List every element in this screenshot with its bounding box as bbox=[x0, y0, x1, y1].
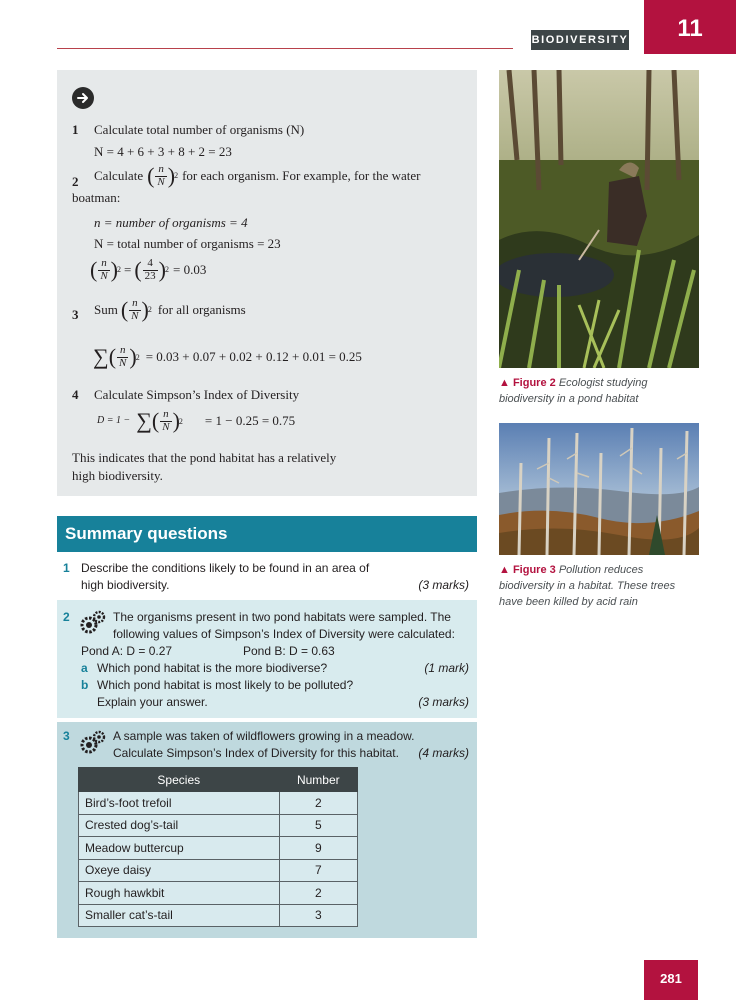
figure-label: Figure 3 bbox=[512, 564, 556, 576]
question-number: 1 bbox=[63, 561, 70, 575]
question-text: Calculate Simpson’s Index of Diversity for this habitat. bbox=[113, 746, 399, 760]
numerator: 4 bbox=[143, 258, 158, 271]
question-marks: (3 marks) bbox=[418, 578, 469, 592]
step-number: 3 bbox=[72, 307, 79, 322]
paren: ) bbox=[158, 257, 166, 283]
step-text: for each organism. For example, for the water bbox=[182, 167, 421, 183]
arrow-right-icon bbox=[72, 87, 94, 109]
numerator: n bbox=[155, 164, 166, 177]
step-text: Sum bbox=[94, 301, 118, 317]
gear-icon bbox=[79, 730, 107, 756]
sigma-symbol: ∑ bbox=[93, 344, 109, 369]
step-text: boatman: bbox=[72, 190, 121, 205]
exponent: 2 bbox=[178, 416, 183, 426]
step-number: 2 bbox=[72, 174, 79, 189]
caption-text: have been killed by acid rain bbox=[499, 596, 638, 608]
table-header-row bbox=[79, 768, 358, 792]
question-text: high biodiversity. bbox=[81, 578, 170, 592]
question-1 bbox=[57, 554, 477, 598]
step-equation: = 0.03 + 0.07 + 0.02 + 0.12 + 0.01 = 0.25 bbox=[145, 349, 362, 365]
pond-a-value: Pond A: D = 0.27 bbox=[81, 644, 173, 658]
species-cell: Meadow buttercup bbox=[79, 837, 280, 860]
page-number: 281 bbox=[644, 960, 698, 1000]
column-header: Species bbox=[79, 768, 280, 792]
caption-text: biodiversity in a pond habitat bbox=[499, 393, 639, 405]
paren: ( bbox=[134, 257, 142, 283]
question-marks: (1 mark) bbox=[424, 661, 469, 675]
numerator: n bbox=[129, 298, 140, 311]
question-2 bbox=[57, 600, 477, 718]
gear-icon bbox=[79, 610, 107, 636]
denominator: N bbox=[119, 356, 127, 369]
step-text: Calculate Simpson’s Index of Diversity bbox=[94, 387, 300, 402]
fraction bbox=[160, 409, 171, 433]
fraction bbox=[155, 164, 166, 188]
number-cell: 3 bbox=[279, 904, 357, 927]
denominator: N bbox=[157, 175, 165, 188]
species-cell: Oxeye daisy bbox=[79, 859, 280, 882]
species-cell: Crested dog’s-tail bbox=[79, 814, 280, 837]
definition-N: N = total number of organisms = 23 bbox=[94, 236, 281, 251]
table-row bbox=[79, 837, 358, 860]
number-cell: 2 bbox=[279, 792, 357, 815]
step-text: for all organisms bbox=[157, 301, 246, 317]
question-marks: (3 marks) bbox=[418, 695, 469, 709]
number-cell: 9 bbox=[279, 837, 357, 860]
figure-label: Figure 2 bbox=[512, 377, 556, 389]
exponent: 2 bbox=[174, 171, 179, 181]
sigma-symbol: ∑ bbox=[136, 408, 152, 433]
numerator: n bbox=[160, 409, 171, 422]
exponent: 2 bbox=[135, 352, 140, 362]
question-text: Which pond habitat is the more biodiverse? bbox=[97, 661, 328, 675]
question-text: Explain your answer. bbox=[97, 695, 208, 709]
caption-text: biodiversity in a habitat. These trees bbox=[499, 580, 676, 592]
fraction bbox=[129, 298, 140, 322]
exponent: 2 bbox=[117, 265, 121, 275]
result: = 0.03 bbox=[173, 261, 207, 277]
table-row bbox=[79, 859, 358, 882]
species-cell: Rough hawkbit bbox=[79, 882, 280, 905]
fraction bbox=[143, 258, 158, 282]
step-line bbox=[94, 164, 420, 188]
paren: ) bbox=[129, 344, 137, 370]
paren: ( bbox=[120, 297, 129, 323]
figure-3-photo bbox=[499, 423, 699, 555]
step-text: Calculate total number of organisms (N) bbox=[94, 122, 305, 137]
species-cell: Smaller cat’s-tail bbox=[79, 904, 280, 927]
paren: ( bbox=[151, 408, 160, 434]
part-label: b bbox=[81, 678, 89, 692]
number-cell: 7 bbox=[279, 859, 357, 882]
number-cell: 2 bbox=[279, 882, 357, 905]
part-label: a bbox=[81, 661, 88, 675]
question-number: 2 bbox=[63, 610, 70, 624]
species-table bbox=[78, 767, 358, 927]
step-number: 4 bbox=[72, 387, 79, 402]
denominator: N bbox=[100, 269, 108, 282]
question-text: following values of Simpson’s Index of Diversity were calculated: bbox=[113, 627, 455, 641]
exponent: 2 bbox=[147, 305, 152, 315]
definition-n: n = number of organisms = 4 bbox=[94, 215, 248, 230]
conclusion-text: high biodiversity. bbox=[72, 468, 163, 483]
equals: = bbox=[124, 261, 132, 277]
figure-2-caption bbox=[499, 375, 647, 407]
numerator: n bbox=[117, 345, 128, 358]
equation-line bbox=[97, 406, 295, 437]
caption-text: Pollution reduces bbox=[558, 564, 644, 576]
section-title: BIODIVERSITY bbox=[531, 30, 629, 50]
denominator: 23 bbox=[144, 269, 156, 282]
table-row bbox=[79, 792, 358, 815]
equation-line bbox=[90, 258, 206, 282]
question-text: Describe the conditions likely to be found in an area of bbox=[81, 561, 370, 575]
paren: ) bbox=[172, 408, 180, 434]
figure-3-caption bbox=[499, 562, 675, 610]
step-number: 1 bbox=[72, 122, 79, 137]
paren: ) bbox=[110, 257, 118, 283]
conclusion-text: This indicates that the pond habitat has a relatively bbox=[72, 450, 337, 465]
table-row bbox=[79, 904, 358, 927]
header-rule bbox=[57, 48, 513, 49]
question-text: A sample was taken of wildflowers growing in a meadow. bbox=[113, 729, 415, 743]
equation-lhs: D = 1 − bbox=[97, 415, 131, 427]
number-cell: 5 bbox=[279, 814, 357, 837]
denominator: N bbox=[162, 420, 170, 433]
paren: ( bbox=[147, 163, 155, 189]
denominator: N bbox=[131, 309, 139, 322]
question-number: 3 bbox=[63, 729, 70, 743]
exponent: 2 bbox=[165, 265, 169, 275]
fraction bbox=[98, 258, 109, 282]
chapter-number: 11 bbox=[644, 0, 736, 54]
caption-text: Ecologist studying bbox=[558, 377, 648, 389]
triangle-icon: ▲ bbox=[499, 564, 510, 576]
figure-2-photo bbox=[499, 70, 699, 368]
fraction bbox=[117, 345, 128, 369]
summary-title: Summary questions bbox=[57, 516, 477, 552]
table-row bbox=[79, 814, 358, 837]
paren: ) bbox=[167, 163, 176, 189]
pond-b-value: Pond B: D = 0.63 bbox=[243, 644, 335, 658]
numerator: n bbox=[98, 258, 109, 271]
question-marks: (4 marks) bbox=[418, 746, 469, 760]
triangle-icon: ▲ bbox=[499, 377, 510, 389]
table-row bbox=[79, 882, 358, 905]
paren: ( bbox=[90, 257, 98, 283]
equation-line bbox=[93, 342, 362, 373]
question-text: Which pond habitat is most likely to be polluted? bbox=[97, 678, 354, 692]
column-header: Number bbox=[279, 768, 357, 792]
step-line bbox=[94, 298, 246, 322]
worked-example-box bbox=[57, 70, 477, 496]
species-cell: Bird’s-foot trefoil bbox=[79, 792, 280, 815]
question-text: The organisms present in two pond habitats were sampled. The bbox=[113, 610, 451, 624]
step-text: Calculate bbox=[94, 167, 144, 183]
step-equation: = 1 − 0.25 = 0.75 bbox=[204, 413, 296, 429]
step-equation: N = 4 + 6 + 3 + 8 + 2 = 23 bbox=[94, 144, 232, 159]
paren: ) bbox=[141, 297, 149, 323]
paren: ( bbox=[108, 344, 117, 370]
